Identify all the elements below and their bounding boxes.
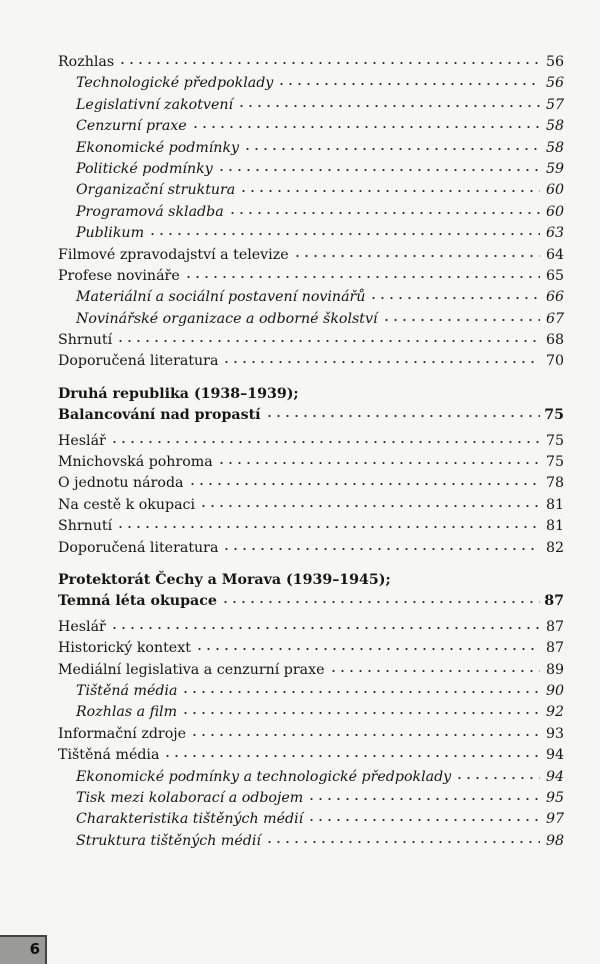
toc-entry-title: Mediální legislativa a cenzurní praxe: [58, 661, 325, 678]
toc-entry-title: Druhá republika (1938–1939);: [58, 385, 299, 402]
toc-entry-page: 67: [545, 310, 564, 327]
dot-leader: [217, 461, 540, 465]
toc-entry-title: Protektorát Čechy a Morava (1939–1945);: [58, 571, 391, 588]
toc-entry-page: 58: [545, 118, 564, 135]
toc-entry: [58, 724, 564, 745]
toc-entry-page: 60: [545, 203, 564, 220]
toc-entry-page: 58: [545, 139, 564, 156]
toc-entry: [58, 266, 564, 287]
dot-leader: [195, 647, 540, 651]
dot-leader: [221, 600, 540, 604]
toc-entry-page: 89: [545, 661, 564, 678]
dot-leader: [222, 360, 540, 364]
toc-entry-page: 92: [545, 704, 564, 721]
dot-leader: [148, 232, 540, 236]
toc-entry-page: 81: [545, 496, 564, 513]
toc-entry: [58, 660, 564, 681]
dot-leader: [110, 440, 540, 444]
dot-leader: [110, 626, 540, 630]
toc-entry-title: Mnichovská pohroma: [58, 454, 213, 471]
toc-entry-title: Shrnutí: [58, 518, 113, 535]
toc-subentry: [58, 681, 564, 702]
toc-entry: [58, 617, 564, 638]
toc-subentry: [58, 116, 564, 137]
toc-entry: [58, 452, 564, 473]
dot-leader: [228, 211, 540, 215]
dot-leader: [188, 482, 540, 486]
toc-entry-title: Filmové zpravodajství a televize: [58, 246, 289, 263]
chapter-heading: [58, 384, 564, 405]
toc-entry-title: Shrnutí: [58, 332, 113, 349]
toc-entry-title: Publikum: [76, 225, 145, 242]
toc-entry-page: 75: [544, 407, 564, 424]
toc-entry-title: Legislativní zakotvení: [76, 96, 234, 113]
toc-entry-page: 95: [545, 789, 564, 806]
toc-entry-title: Historický kontext: [58, 640, 191, 657]
toc-entry: [58, 538, 564, 559]
toc-entry-title: Struktura tištěných médií: [76, 832, 261, 849]
toc-entry-page: 78: [545, 475, 564, 492]
dot-leader: [222, 547, 540, 551]
dot-leader: [307, 797, 540, 801]
dot-leader: [382, 318, 540, 322]
toc-entry-page: 56: [545, 75, 564, 92]
toc-subentry: [58, 138, 564, 159]
dot-leader: [369, 296, 540, 300]
toc-entry-page: 59: [545, 160, 564, 177]
page-number: 6: [29, 940, 40, 958]
toc-entry: [58, 516, 564, 537]
toc-entry-title: Rozhlas a film: [76, 704, 178, 721]
toc-entry-title: Informační zdroje: [58, 725, 187, 742]
toc-entry-page: 98: [545, 832, 564, 849]
toc-entry-title: Balancování nad propastí: [58, 407, 261, 424]
chapter-heading: [58, 591, 564, 612]
toc-subentry: [58, 95, 564, 116]
toc-subentry: [58, 287, 564, 308]
toc-entry-page: 63: [545, 225, 564, 242]
toc-entry-title: Tištěná média: [58, 747, 160, 764]
toc-entry-title: Doporučená literatura: [58, 353, 219, 370]
dot-leader: [239, 189, 540, 193]
toc-subentry: [58, 702, 564, 723]
dot-leader: [265, 414, 540, 418]
toc-entry-page: 75: [545, 454, 564, 471]
dot-leader: [293, 254, 540, 258]
toc-entry-page: 60: [545, 182, 564, 199]
toc-entry-page: 94: [545, 747, 564, 764]
toc-entry: [58, 351, 564, 372]
toc-subentry: [58, 788, 564, 809]
toc-subentry: [58, 73, 564, 94]
page-number-tab: [0, 935, 47, 964]
toc-entry-title: Politické podmínky: [76, 160, 213, 177]
dot-leader: [455, 776, 540, 780]
toc-subentry: [58, 159, 564, 180]
toc-entry-page: 57: [545, 96, 564, 113]
dot-leader: [116, 525, 540, 529]
toc-entry: [58, 52, 564, 73]
dot-leader: [237, 104, 540, 108]
toc-entry-title: Cenzurní praxe: [76, 118, 187, 135]
dot-leader: [265, 840, 540, 844]
toc-entry-title: Novinářské organizace a odborné školství: [76, 310, 378, 327]
toc-entry-title: Tisk mezi kolaborací a odbojem: [76, 789, 304, 806]
toc-entry-title: Ekonomické podmínky: [76, 139, 240, 156]
toc-entry-title: O jednotu národa: [58, 475, 184, 492]
dot-leader: [190, 733, 540, 737]
dot-leader: [181, 690, 540, 694]
toc-entry: [58, 473, 564, 494]
toc-entry-page: 64: [545, 246, 564, 263]
chapter-heading: [58, 570, 564, 591]
toc-entry-page: 82: [545, 539, 564, 556]
dot-leader: [307, 818, 540, 822]
toc-entry-page: 93: [545, 725, 564, 742]
toc-entry-title: Temná léta okupace: [58, 593, 217, 610]
dot-leader: [184, 275, 540, 279]
dot-leader: [118, 61, 540, 65]
dot-leader: [181, 711, 540, 715]
toc-entry-title: Profese novináře: [58, 267, 180, 284]
toc-entry: [58, 431, 564, 452]
toc-subentry: [58, 809, 564, 830]
dot-leader: [217, 168, 540, 172]
toc-entry: [58, 745, 564, 766]
toc-entry-title: Na cestě k okupaci: [58, 496, 196, 513]
toc-entry-title: Charakteristika tištěných médií: [76, 811, 304, 828]
toc-entry-page: 66: [545, 289, 564, 306]
chapter-heading: [58, 405, 564, 426]
toc-entry-title: Technologické předpoklady: [76, 75, 274, 92]
toc-entry: [58, 638, 564, 659]
toc-entry-page: 94: [545, 768, 564, 785]
toc-entry-page: 97: [545, 811, 564, 828]
toc-entry-title: Programová skladba: [76, 203, 224, 220]
toc-entry-page: 87: [545, 640, 564, 657]
table-of-contents: [58, 52, 564, 852]
toc-entry-title: Doporučená literatura: [58, 539, 219, 556]
toc-entry: [58, 495, 564, 516]
dot-leader: [243, 147, 540, 151]
toc-subentry: [58, 831, 564, 852]
toc-entry-title: Heslář: [58, 618, 106, 635]
toc-entry-page: 70: [545, 353, 564, 370]
toc-entry-title: Heslář: [58, 432, 106, 449]
toc-subentry: [58, 767, 564, 788]
toc-entry-title: Tištěná média: [76, 682, 178, 699]
toc-entry-title: Organizační struktura: [76, 182, 236, 199]
toc-entry-page: 65: [545, 267, 564, 284]
toc-entry-page: 75: [545, 432, 564, 449]
dot-leader: [163, 754, 540, 758]
toc-subentry: [58, 180, 564, 201]
toc-entry-page: 56: [545, 54, 564, 70]
toc-entry-title: Ekonomické podmínky a technologické předpoklady: [76, 768, 452, 785]
toc-subentry: [58, 309, 564, 330]
dot-leader: [329, 669, 540, 673]
toc-entry-title: Rozhlas: [58, 54, 115, 70]
toc-subentry: [58, 202, 564, 223]
toc-entry-title: Materiální a sociální postavení novinářů: [76, 289, 366, 306]
dot-leader: [116, 339, 540, 343]
toc-entry-page: 81: [545, 518, 564, 535]
toc-entry: [58, 245, 564, 266]
toc-entry-page: 87: [545, 618, 564, 635]
toc-entry: [58, 330, 564, 351]
dot-leader: [191, 125, 540, 129]
toc-entry-page: 90: [545, 682, 564, 699]
toc-subentry: [58, 223, 564, 244]
toc-entry-page: 87: [544, 593, 564, 610]
dot-leader: [277, 82, 540, 86]
toc-entry-page: 68: [545, 332, 564, 349]
dot-leader: [199, 504, 540, 508]
